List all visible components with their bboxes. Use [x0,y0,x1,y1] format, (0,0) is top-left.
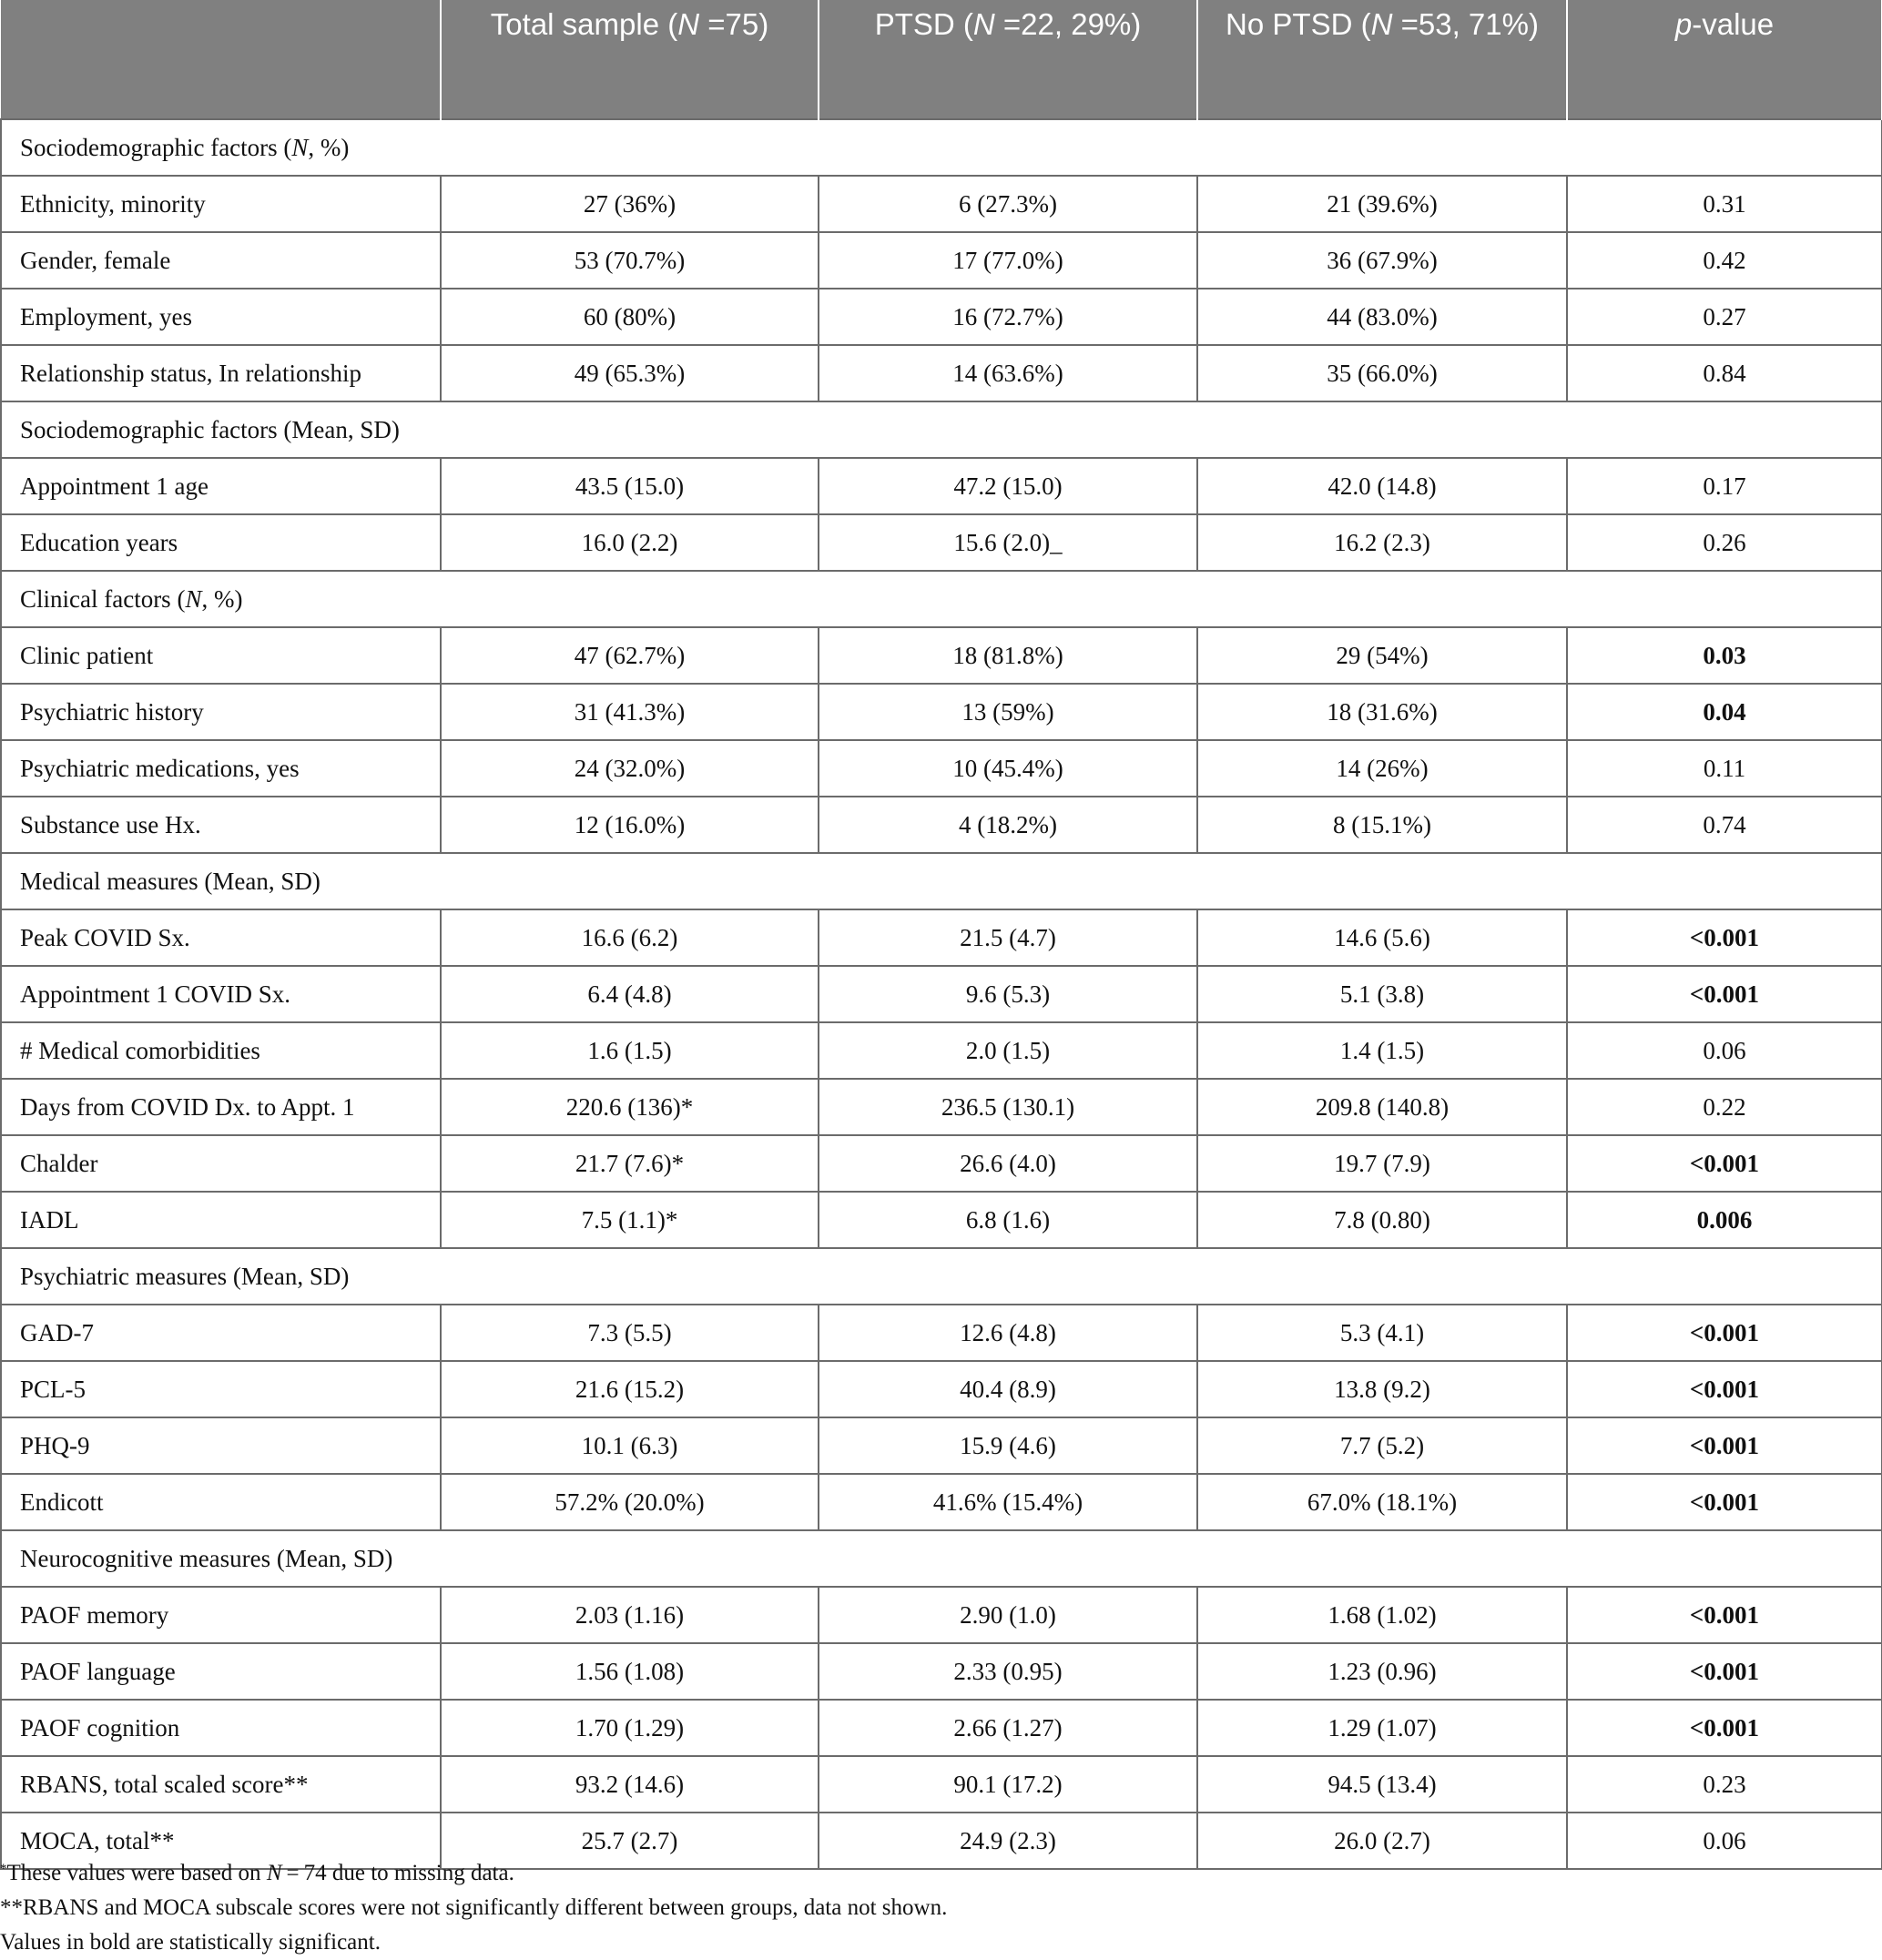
table-row [1,1022,1882,1079]
cell-no-ptsd: 42.0 (14.8) [1197,458,1567,514]
header-total-sample-text-end: =75) [699,7,769,41]
cell-ptsd: 15.6 (2.0)_ [819,514,1197,571]
cell-total-sample: 21.7 (7.6)* [441,1135,819,1192]
cell-p-value: 0.42 [1567,232,1882,289]
header-row [1,0,1882,119]
header-no-ptsd [1197,0,1567,119]
table-row [1,458,1882,514]
table-row [1,797,1882,853]
cell-p-value: <0.001 [1567,1587,1882,1643]
cell-p-value: <0.001 [1567,1305,1882,1361]
header-ptsd-italic: N [972,7,995,41]
header-variable [1,0,441,119]
table-row [1,1417,1882,1474]
cell-total-sample: 49 (65.3%) [441,345,819,401]
table-row [1,1643,1882,1700]
section-title-text: Neurocognitive measures (Mean, SD) [20,1544,393,1572]
header-total-sample-text: Total sample ( [490,7,678,41]
cell-total-sample: 57.2% (20.0%) [441,1474,819,1530]
table-row [1,1079,1882,1135]
cell-total-sample: 220.6 (136)* [441,1079,819,1135]
cell-ptsd: 2.33 (0.95) [819,1643,1197,1700]
cell-variable: GAD-7 [1,1305,441,1361]
cell-variable: PAOF memory [1,1587,441,1643]
section-title [1,1248,1882,1305]
cell-no-ptsd: 19.7 (7.9) [1197,1135,1567,1192]
cell-total-sample: 7.3 (5.5) [441,1305,819,1361]
cell-p-value: 0.03 [1567,627,1882,684]
cell-total-sample: 27 (36%) [441,176,819,232]
table-row [1,1305,1882,1361]
cell-no-ptsd: 36 (67.9%) [1197,232,1567,289]
footnote [0,1852,1882,1886]
table-row [1,1700,1882,1756]
footnote [0,1886,1882,1921]
cell-total-sample: 10.1 (6.3) [441,1417,819,1474]
header-p-value-italic: p [1674,7,1693,41]
cell-p-value: <0.001 [1567,966,1882,1022]
cell-ptsd: 12.6 (4.8) [819,1305,1197,1361]
table-row [1,345,1882,401]
section-title-text: Clinical factors ( [20,584,186,613]
cell-variable: Relationship status, In relationship [1,345,441,401]
section-row [1,119,1882,176]
cell-variable: Days from COVID Dx. to Appt. 1 [1,1079,441,1135]
table-row [1,627,1882,684]
table-row [1,909,1882,966]
cell-no-ptsd: 1.29 (1.07) [1197,1700,1567,1756]
cell-p-value: 0.27 [1567,289,1882,345]
cell-no-ptsd: 209.8 (140.8) [1197,1079,1567,1135]
cell-ptsd: 236.5 (130.1) [819,1079,1197,1135]
table-row [1,684,1882,740]
cell-variable: Ethnicity, minority [1,176,441,232]
cell-ptsd: 2.0 (1.5) [819,1022,1197,1079]
cell-variable: Psychiatric medications, yes [1,740,441,797]
cell-ptsd: 15.9 (4.6) [819,1417,1197,1474]
cell-total-sample: 21.6 (15.2) [441,1361,819,1417]
table-row [1,514,1882,571]
cell-total-sample: 31 (41.3%) [441,684,819,740]
cell-no-ptsd: 14 (26%) [1197,740,1567,797]
footnote [0,1921,1882,1955]
cell-total-sample: 53 (70.7%) [441,232,819,289]
cell-no-ptsd: 14.6 (5.6) [1197,909,1567,966]
cell-variable: Appointment 1 COVID Sx. [1,966,441,1022]
cell-p-value: <0.001 [1567,1643,1882,1700]
cell-p-value: 0.06 [1567,1022,1882,1079]
cell-no-ptsd: 1.23 (0.96) [1197,1643,1567,1700]
cell-total-sample: 93.2 (14.6) [441,1756,819,1813]
cell-no-ptsd: 35 (66.0%) [1197,345,1567,401]
table-row [1,1361,1882,1417]
cell-total-sample: 2.03 (1.16) [441,1587,819,1643]
cell-total-sample: 1.6 (1.5) [441,1022,819,1079]
cell-ptsd: 90.1 (17.2) [819,1756,1197,1813]
section-title [1,1530,1882,1587]
cell-total-sample: 12 (16.0%) [441,797,819,853]
cell-variable: Substance use Hx. [1,797,441,853]
table-body [1,119,1882,1869]
table-row [1,1474,1882,1530]
cell-p-value: 0.04 [1567,684,1882,740]
section-row [1,853,1882,909]
header-total-sample [441,0,819,119]
cell-total-sample: 6.4 (4.8) [441,966,819,1022]
cell-p-value: <0.001 [1567,909,1882,966]
cell-p-value: 0.06 [1567,1813,1882,1869]
cell-ptsd: 18 (81.8%) [819,627,1197,684]
section-row [1,401,1882,458]
cell-variable: Employment, yes [1,289,441,345]
section-title-text-end: , %) [308,133,350,161]
section-title-text: Sociodemographic factors ( [20,133,292,161]
header-no-ptsd-italic: N [1370,7,1393,41]
header-ptsd [819,0,1197,119]
cell-ptsd: 24.9 (2.3) [819,1813,1197,1869]
section-title-text: Psychiatric measures (Mean, SD) [20,1262,350,1290]
cell-p-value: 0.31 [1567,176,1882,232]
table-row [1,289,1882,345]
cell-p-value: 0.22 [1567,1079,1882,1135]
cell-variable: Chalder [1,1135,441,1192]
cell-p-value: 0.84 [1567,345,1882,401]
cell-no-ptsd: 67.0% (18.1%) [1197,1474,1567,1530]
footnote-text-end: = 74 due to missing data. [281,1861,514,1885]
footnote-marker: * [0,1862,7,1876]
cell-ptsd: 47.2 (15.0) [819,458,1197,514]
cell-variable: PCL-5 [1,1361,441,1417]
table-row [1,1587,1882,1643]
cell-p-value: 0.17 [1567,458,1882,514]
cell-no-ptsd: 16.2 (2.3) [1197,514,1567,571]
table-row [1,1756,1882,1813]
cell-variable: Gender, female [1,232,441,289]
cell-variable: RBANS, total scaled score** [1,1756,441,1813]
header-p-value-text-end: -value [1692,7,1775,41]
cell-variable: IADL [1,1192,441,1248]
cell-total-sample: 7.5 (1.1)* [441,1192,819,1248]
section-title-text-end: , %) [201,584,243,613]
header-no-ptsd-text: No PTSD ( [1226,7,1371,41]
cell-total-sample: 43.5 (15.0) [441,458,819,514]
cell-variable: # Medical comorbidities [1,1022,441,1079]
cell-ptsd: 13 (59%) [819,684,1197,740]
cell-variable: PAOF cognition [1,1700,441,1756]
cell-ptsd: 21.5 (4.7) [819,909,1197,966]
cell-no-ptsd: 1.4 (1.5) [1197,1022,1567,1079]
table-footnotes [0,1852,1882,1955]
cell-no-ptsd: 7.8 (0.80) [1197,1192,1567,1248]
cell-ptsd: 26.6 (4.0) [819,1135,1197,1192]
cell-ptsd: 9.6 (5.3) [819,966,1197,1022]
cell-p-value: <0.001 [1567,1417,1882,1474]
cell-ptsd: 16 (72.7%) [819,289,1197,345]
cell-p-value: 0.006 [1567,1192,1882,1248]
cell-no-ptsd: 21 (39.6%) [1197,176,1567,232]
table-row [1,966,1882,1022]
table-row [1,1135,1882,1192]
cell-p-value: 0.74 [1567,797,1882,853]
cell-variable: PHQ-9 [1,1417,441,1474]
cell-variable: Clinic patient [1,627,441,684]
cell-p-value: <0.001 [1567,1474,1882,1530]
cell-ptsd: 2.66 (1.27) [819,1700,1197,1756]
cell-ptsd: 10 (45.4%) [819,740,1197,797]
cell-variable: Education years [1,514,441,571]
section-title-text: Sociodemographic factors (Mean, SD) [20,415,400,443]
section-title-italic: N [185,584,202,613]
header-p-value [1567,0,1882,119]
cell-total-sample: 1.70 (1.29) [441,1700,819,1756]
cell-variable: Appointment 1 age [1,458,441,514]
header-ptsd-text: PTSD ( [874,7,973,41]
section-title-italic: N [291,133,309,161]
footnote-text: Values in bold are statistically significant. [0,1930,381,1955]
cell-no-ptsd: 18 (31.6%) [1197,684,1567,740]
cell-ptsd: 4 (18.2%) [819,797,1197,853]
cell-total-sample: 25.7 (2.7) [441,1813,819,1869]
cell-no-ptsd: 5.1 (3.8) [1197,966,1567,1022]
cell-p-value: <0.001 [1567,1361,1882,1417]
section-title [1,853,1882,909]
table-row [1,232,1882,289]
cell-ptsd: 6 (27.3%) [819,176,1197,232]
cell-total-sample: 16.6 (6.2) [441,909,819,966]
section-row [1,1530,1882,1587]
cell-ptsd: 6.8 (1.6) [819,1192,1197,1248]
cell-total-sample: 60 (80%) [441,289,819,345]
cell-total-sample: 1.56 (1.08) [441,1643,819,1700]
cell-no-ptsd: 8 (15.1%) [1197,797,1567,853]
cell-no-ptsd: 29 (54%) [1197,627,1567,684]
cell-ptsd: 41.6% (15.4%) [819,1474,1197,1530]
cell-no-ptsd: 5.3 (4.1) [1197,1305,1567,1361]
footnote-text: **RBANS and MOCA subscale scores were not significantly different between groups, data not shown. [0,1895,948,1920]
table-row [1,1192,1882,1248]
cell-p-value: <0.001 [1567,1135,1882,1192]
header-total-sample-italic: N [677,7,700,41]
section-title-text: Medical measures (Mean, SD) [20,867,320,895]
table-row [1,740,1882,797]
section-title [1,571,1882,627]
cell-no-ptsd: 7.7 (5.2) [1197,1417,1567,1474]
cell-no-ptsd: 94.5 (13.4) [1197,1756,1567,1813]
section-title [1,119,1882,176]
cell-no-ptsd: 13.8 (9.2) [1197,1361,1567,1417]
section-row [1,1248,1882,1305]
cell-variable: Peak COVID Sx. [1,909,441,966]
cell-ptsd: 17 (77.0%) [819,232,1197,289]
cell-ptsd: 40.4 (8.9) [819,1361,1197,1417]
footnote-italic: N [266,1861,282,1885]
header-ptsd-text-end: =22, 29%) [994,7,1142,41]
cell-p-value: <0.001 [1567,1700,1882,1756]
footnote-text: These values were based on [6,1861,267,1885]
table-row [1,176,1882,232]
cell-no-ptsd: 44 (83.0%) [1197,289,1567,345]
cell-ptsd: 14 (63.6%) [819,345,1197,401]
cell-p-value: 0.23 [1567,1756,1882,1813]
section-row [1,571,1882,627]
section-title [1,401,1882,458]
cell-ptsd: 2.90 (1.0) [819,1587,1197,1643]
cell-variable: Endicott [1,1474,441,1530]
cell-no-ptsd: 1.68 (1.02) [1197,1587,1567,1643]
cell-p-value: 0.26 [1567,514,1882,571]
cell-variable: Psychiatric history [1,684,441,740]
cell-total-sample: 47 (62.7%) [441,627,819,684]
cell-variable: PAOF language [1,1643,441,1700]
table-header [1,0,1882,119]
cell-total-sample: 24 (32.0%) [441,740,819,797]
cell-variable: MOCA, total** [1,1813,441,1869]
cell-total-sample: 16.0 (2.2) [441,514,819,571]
cell-no-ptsd: 26.0 (2.7) [1197,1813,1567,1869]
header-no-ptsd-text-end: =53, 71%) [1392,7,1539,41]
cell-p-value: 0.11 [1567,740,1882,797]
